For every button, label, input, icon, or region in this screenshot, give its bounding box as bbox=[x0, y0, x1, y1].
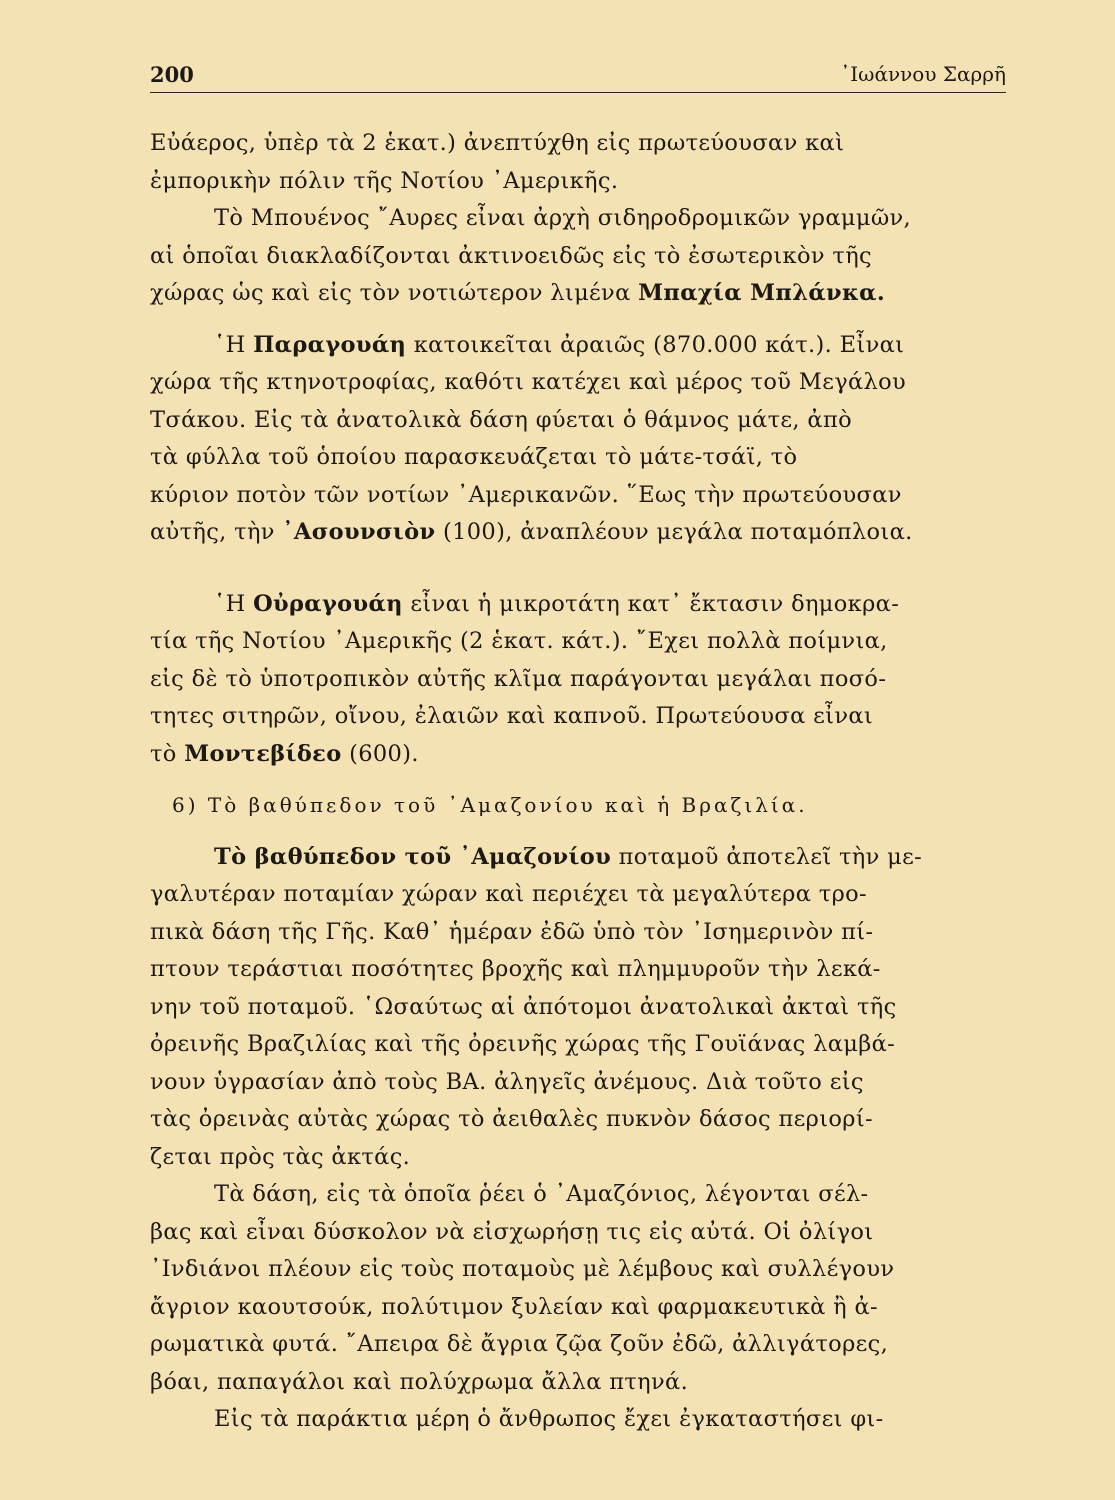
text-line: ᾿Ινδιάνοι πλέουν εἰς τοὺς ποταμοὺς μὲ λέμβους καὶ συλλέγουν bbox=[150, 1256, 895, 1282]
text-span: χώρας ὡς καὶ εἰς τὸν νοτιώτερον λιμένα bbox=[150, 280, 639, 306]
paragraph-coastal bbox=[150, 1401, 1010, 1439]
text-line bbox=[150, 514, 1010, 552]
text-span: ῾Η bbox=[214, 590, 254, 617]
text-line bbox=[150, 586, 1010, 624]
text-line: τία τῆς Νοτίου ᾿Αμερικῆς (2 ἑκατ. κάτ.). ῎Εχει πολλὰ ποίμνια, bbox=[150, 628, 888, 654]
page-body bbox=[150, 125, 1010, 1439]
page-header bbox=[150, 58, 1006, 93]
paragraph-gap bbox=[150, 552, 1010, 586]
text-line: αἱ ὁποῖαι διακλαδίζονται ἀκτινοειδῶς εἰς τὸ ἐσωτερικὸν τῆς bbox=[150, 242, 872, 269]
paragraph-buenos-aires bbox=[150, 200, 1010, 313]
text-span: αὐτῆς, τὴν bbox=[150, 519, 283, 545]
text-line: ρωματικὰ φυτά. ῎Απειρα δὲ ἄγρια ζῷα ζοῦν ἐδῶ, ἀλλιγάτορες, bbox=[150, 1331, 889, 1357]
bold-placename: ᾿Ασουνσιὸν bbox=[282, 519, 436, 545]
running-title: ᾿Ιωάννου Σαρρῆ bbox=[840, 62, 1006, 86]
section-subheading: 6) Τὸ βαθύπεδον τοῦ ᾿Αμαζονίου καὶ ἡ Βραζιλία. bbox=[172, 793, 808, 817]
text-line: νουν ὑγρασίαν ἀπὸ τοὺς ΒΑ. ἀληγεῖς ἀνέμους. Διὰ τοῦτο εἰς bbox=[150, 1068, 864, 1095]
text-line: βόαι, παπαγάλοι καὶ πολύχρωμα ἄλλα πτηνά. bbox=[150, 1368, 689, 1395]
paragraph-selvas bbox=[150, 1176, 1010, 1401]
text-line: ἄγριον καουτσούκ, πολύτιμον ξυλείαν καὶ φαρμακευτικὰ ἢ ἀ- bbox=[150, 1293, 878, 1320]
bold-placename: Παραγουάη bbox=[253, 331, 407, 358]
text-line: γαλυτέραν ποταμίαν χώραν καὶ περιέχει τὰ μεγαλύτερα τρο- bbox=[150, 881, 868, 907]
page-number: 200 bbox=[150, 62, 194, 87]
text-span: εἶναι ἡ μικροτάτη κατ᾿ ἔκτασιν δημοκρα- bbox=[402, 590, 900, 617]
text-line: εἰς δὲ τὸ ὑποτροπικὸν αὐτῆς κλῖμα παράγονται μεγάλαι ποσό- bbox=[150, 665, 887, 692]
text-line: Εἰς τὰ παράκτια μέρη ὁ ἄνθρωπος ἔχει ἐγκαταστήσει φι- bbox=[214, 1406, 884, 1432]
text-line bbox=[150, 839, 1010, 877]
text-line: Τὸ Μπουένος ῎Αυρες εἶναι ἀρχὴ σιδηροδρομικῶν γραμμῶν, bbox=[214, 205, 912, 231]
paragraph-uruguay bbox=[150, 586, 1010, 774]
text-span: τὸ bbox=[150, 740, 185, 767]
text-line: ζεται πρὸς τὰς ἀκτάς. bbox=[150, 1143, 411, 1170]
text-line: ἐμπορικὴν πόλιν τῆς Νοτίου ᾿Αμερικῆς. bbox=[150, 167, 619, 194]
text-line bbox=[150, 736, 1010, 774]
text-line: ὀρεινῆς Βραζιλίας καὶ τῆς ὀρεινῆς χώρας τῆς Γουϊάνας λαμβά- bbox=[150, 1031, 896, 1057]
paragraph-1 bbox=[150, 125, 1010, 200]
text-span: (100), ἀναπλέουν μεγάλα ποταμόπλοια. bbox=[435, 519, 913, 545]
bold-placename: Τὸ βαθύπεδον τοῦ ᾿Αμαζονίου bbox=[214, 843, 612, 870]
paragraph-gap bbox=[150, 773, 1010, 787]
text-line: πτουν τεράστιαι ποσότητες βροχῆς καὶ πλημμυροῦν τὴν λεκά- bbox=[150, 956, 881, 982]
bold-placename: Μπαχία Μπλάνκα. bbox=[638, 280, 886, 306]
text-span: (600). bbox=[341, 740, 419, 767]
text-line: τητες σιτηρῶν, οἴνου, ἐλαιῶν καὶ καπνοῦ. Πρωτεύουσα εἶναι bbox=[150, 703, 874, 729]
text-line bbox=[150, 327, 1010, 365]
text-line: χώρα τῆς κτηνοτροφίας, καθότι κατέχει καὶ μέρος τοῦ Μεγάλου bbox=[150, 369, 907, 395]
text-line: κύριον ποτὸν τῶν νοτίων ᾿Αμερικανῶν. ῞Εως τὴν πρωτεύουσαν bbox=[150, 481, 902, 508]
bold-placename: Οὐραγουάη bbox=[253, 590, 403, 617]
text-span: κατοικεῖται ἀραιῶς (870.000 κάτ.). Εἶναι bbox=[406, 331, 905, 358]
bold-placename: Μοντεβίδεο bbox=[184, 740, 342, 767]
paragraph-paraguay bbox=[150, 327, 1010, 552]
text-line: τὰς ὀρεινὰς αὐτὰς χώρας τὸ ἀειθαλὲς πυκνὸν δάσος περιορί- bbox=[150, 1106, 873, 1132]
text-line: Τσάκου. Εἰς τὰ ἀνατολικὰ δάση φύεται ὁ θάμνος μάτε, ἀπὸ bbox=[150, 406, 852, 433]
paragraph-gap bbox=[150, 825, 1010, 839]
text-span: ποταμοῦ ἀποτελεῖ τὴν με- bbox=[611, 843, 923, 870]
text-line bbox=[150, 275, 1010, 313]
paragraph-amazon-basin bbox=[150, 839, 1010, 1177]
text-line: Εὐάερος, ὑπὲρ τὰ 2 ἑκατ.) ἀνεπτύχθη εἰς πρωτεύουσαν καὶ bbox=[150, 130, 845, 156]
text-line: νην τοῦ ποταμοῦ. ῾Ωσαύτως αἱ ἀπότομοι ἀνατολικαὶ ἀκταὶ τῆς bbox=[150, 993, 897, 1020]
text-line: τὰ φύλλα τοῦ ὁποίου παρασκευάζεται τὸ μάτε-τσάϊ, τὸ bbox=[150, 444, 798, 470]
paragraph-gap bbox=[150, 313, 1010, 327]
text-line: βας καὶ εἶναι δύσκολον νὰ εἰσχωρήσῃ τις εἰς αὐτά. Οἱ ὀλίγοι bbox=[150, 1218, 874, 1245]
text-line: πικὰ δάση τῆς Γῆς. Καθ᾿ ἡμέραν ἐδῶ ὑπὸ τὸν ᾿Ισημερινὸν πί- bbox=[150, 918, 874, 945]
text-span: ῾Η bbox=[214, 331, 254, 358]
text-line: Τὰ δάση, εἰς τὰ ὁποῖα ῥέει ὁ ᾿Αμαζόνιος, λέγονται σέλ- bbox=[214, 1181, 869, 1207]
